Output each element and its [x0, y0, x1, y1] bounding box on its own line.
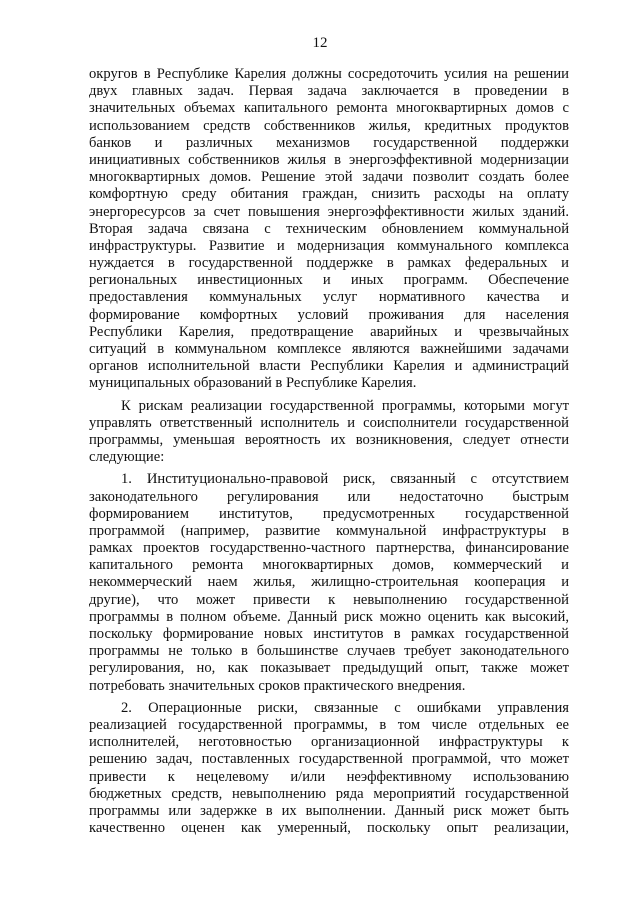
text-line: исполнителей, неготовностью организационной инфраструктуры к — [89, 734, 569, 751]
text-line: 1. Институционально-правовой риск, связанный с отсутствием — [121, 471, 569, 488]
text-line: использованием средств собственников жилья, кредитных продуктов — [89, 117, 569, 134]
text-line: управлять ответственный исполнитель и соисполнители государственной — [89, 414, 569, 431]
paragraph-3 — [89, 471, 569, 694]
text-line: энергоресурсов за счет повышения энергоэффективности жилых зданий. — [89, 203, 569, 220]
paragraph-1 — [89, 66, 569, 393]
text-line: бюджетных средств, невыполнению ряда мероприятий государственной — [89, 785, 569, 802]
text-line: органов исполнительной власти Республики Карелия и администраций — [89, 358, 569, 375]
text-line: К рискам реализации государственной программы, которыми могут — [121, 397, 569, 414]
paragraph-4 — [89, 700, 569, 838]
text-line: другие), что может привести к невыполнению государственной — [89, 591, 569, 608]
page-number: 12 — [312, 35, 328, 51]
text-line: предоставления коммунальных услуг нормативного качества и — [89, 289, 569, 306]
text-line: нуждается в государственной поддержке в рамках федеральных и — [89, 255, 569, 272]
text-line: потребовать значительных сроков практического внедрения. — [89, 677, 466, 694]
text-line: комфортную среду обитания граждан, снизить расходы на оплату — [89, 186, 569, 203]
document-body — [89, 66, 569, 837]
text-line: реализацией государственной программы, в том числе отдельных ее — [89, 716, 569, 733]
text-line: инициативных собственников жилья в энергоэффективной модернизации — [89, 151, 569, 168]
paragraph-2 — [89, 398, 569, 467]
text-line: 2. Операционные риски, связанные с ошибками управления — [121, 699, 569, 716]
text-line: программы не только в большинстве случаев требует законодательного — [89, 643, 569, 660]
text-line: законодательного регулирования или недостаточно быстрым — [89, 488, 569, 505]
text-line: значительных объемах капитального ремонта многоквартирных домов с — [89, 100, 569, 117]
text-line: некоммерческий наем жилья, жилищно-строительная кооперация и — [89, 574, 569, 591]
text-line: качественно оценен как умеренный, поскольку опыт реализации, — [89, 820, 569, 837]
text-line: Республики Карелия, предотвращение аварийных и чрезвычайных — [89, 323, 569, 340]
text-line: муниципальных образований в Республике Карелия. — [89, 375, 417, 392]
text-line: решению задач, поставленных государственной программой, что может — [89, 751, 569, 768]
text-line: программы или задержке в их выполнении. Данный риск может быть — [89, 802, 569, 819]
text-line: поскольку формирование новых институтов в рамках государственной — [89, 626, 569, 642]
text-line: региональных инвестиционных и иных программ. Обеспечение — [89, 272, 569, 289]
text-line: многоквартирных домов. Решение этой задачи позволит создать более — [89, 169, 569, 186]
text-line: следующие: — [89, 449, 165, 466]
text-line: программы в полном объеме. Данный риск можно оценить как высокий, — [89, 608, 569, 625]
text-line: двух главных задач. Первая задача заключается в проведении в — [89, 83, 569, 100]
text-line: капитального ремонта многоквартирных домов, коммерческий и — [89, 557, 569, 574]
text-line: Вторая задача связана с техническим обновлением коммунальной — [89, 220, 569, 237]
text-line: формирование комфортных условий проживания для населения — [89, 306, 569, 323]
text-line: рамках проектов государственно-частного партнерства, финансирование — [89, 540, 569, 557]
text-line: программой (например, развитие коммунальной инфраструктуры в — [89, 522, 569, 539]
text-line: округов в Республике Карелия должны сосредоточить усилия на решении — [89, 66, 569, 82]
text-line: инфраструктуры. Развитие и модернизация коммунального комплекса — [89, 237, 569, 254]
text-line: ситуаций в коммунальном комплексе являются важнейшими задачами — [89, 341, 569, 357]
text-line: банков и различных механизмов государственной поддержки — [89, 134, 569, 151]
text-line: регулирования, но, как показывает предыдущий опыт, также может — [89, 660, 569, 677]
text-line: программы, уменьшая вероятность их возникновения, следует отнести — [89, 431, 569, 448]
text-line: привести к нецелевому и/или неэффективному использованию — [89, 768, 569, 785]
text-line: формированием институтов, предусмотренных государственной — [89, 505, 569, 522]
